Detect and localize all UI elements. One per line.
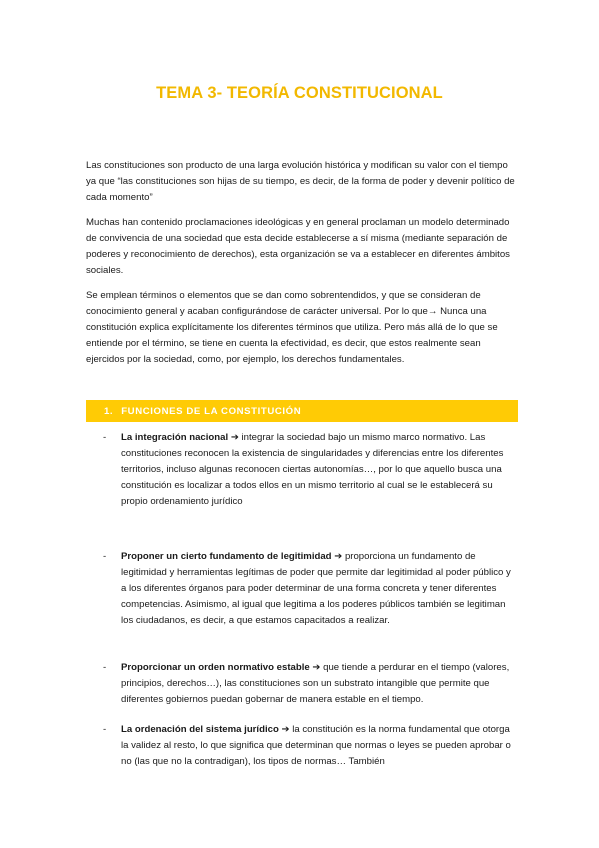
arrow-icon: ➔ — [334, 551, 343, 562]
section-heading-bar — [86, 400, 518, 422]
bullet-term: Proporcionar un orden normativo estable — [121, 662, 310, 673]
bullet-item-orden-normativo — [103, 660, 518, 708]
intro-paragraph-1: Las constituciones son producto de una larga evolución histórica y modifican su valor con el tiempo ya que “las constituciones son hijas de su tiempo, es decir, de la forma de poder y devenir político de cada momento” — [86, 160, 515, 203]
intro-paragraph-3: Se emplean términos o elementos que se dan como sobrentendidos, y que se consideran de conocimiento general y acaban configurándose de carácter universal. Por lo que→ Nunca una constitución explica explícitamente los diferentes términos que utiliza. Pero más allá de lo que se entiende por el término, se tiene en cuenta la efectividad, es decir, que estos realmente sean ejercidos por la sociedad, como, por ejemplo, los derechos fundamentales. — [86, 290, 498, 365]
bullet-term: Proponer un cierto fundamento de legitimidad — [121, 551, 332, 562]
bullet-term: La integración nacional — [121, 432, 229, 443]
arrow-icon: ➔ — [281, 724, 290, 735]
arrow-icon: ➔ — [230, 432, 239, 443]
document-title: TEMA 3- TEORÍA CONSTITUCIONAL — [156, 84, 443, 102]
bullet-text: la constitución es la norma fundamental que otorga la validez al resto, lo que significa que determinan que normas o leyes se pueden aprobar o no (las que no la contradigan), los tipos de normas… También — [121, 724, 511, 767]
bullet-text: que tiende a perdurar en el tiempo (valores, principios, derechos…), las constituciones son un substrato intangible que permite que diferentes gobiernos puedan gobernar de manera estable en el tiempo. — [121, 662, 510, 705]
bullet-dash: - — [103, 551, 107, 562]
bullet-item-sistema-juridico — [103, 722, 518, 770]
section-number: 1. — [104, 405, 114, 417]
bullet-dash: - — [103, 432, 107, 443]
bullet-item-integracion — [103, 430, 518, 510]
section-title: FUNCIONES DE LA CONSTITUCIÓN — [121, 405, 302, 417]
bullet-item-legitimidad — [103, 549, 518, 629]
intro-paragraph-2: Muchas han contenido proclamaciones ideológicas y en general proclaman un modelo determinado de convivencia de una sociedad que esta decide establecerse a sí misma (mediante separación de poderes y reconocimiento de derechos), esta organización se va a establecer en diferentes ámbitos sociales. — [86, 217, 510, 276]
bullet-text: proporciona un fundamento de legitimidad y herramientas legítimas de poder que permite dar legitimidad al poder público y a los diferentes órganos para poder determinar de una forma concreta y tener diferentes competencias. Asimismo, al igual que legitima a los poderes públicos también se legitiman los ciudadanos, es decir, a que estamos capacitados a realizar. — [121, 551, 511, 626]
arrow-icon: ➔ — [312, 662, 321, 673]
bullet-dash: - — [103, 724, 107, 735]
bullet-term: La ordenación del sistema jurídico — [121, 724, 279, 735]
bullet-text: integrar la sociedad bajo un mismo marco normativo. Las constituciones reconocen la existencia de singularidades y diferencias entre los diferentes territorios, incluso algunas reconocen ciertas autonomías…, por lo que aquello busca una constitución es localizar a todos ellos en un mismo territorio al cual se le establecerá su propio ordenamiento jurídico — [121, 432, 504, 507]
bullet-dash: - — [103, 662, 107, 673]
